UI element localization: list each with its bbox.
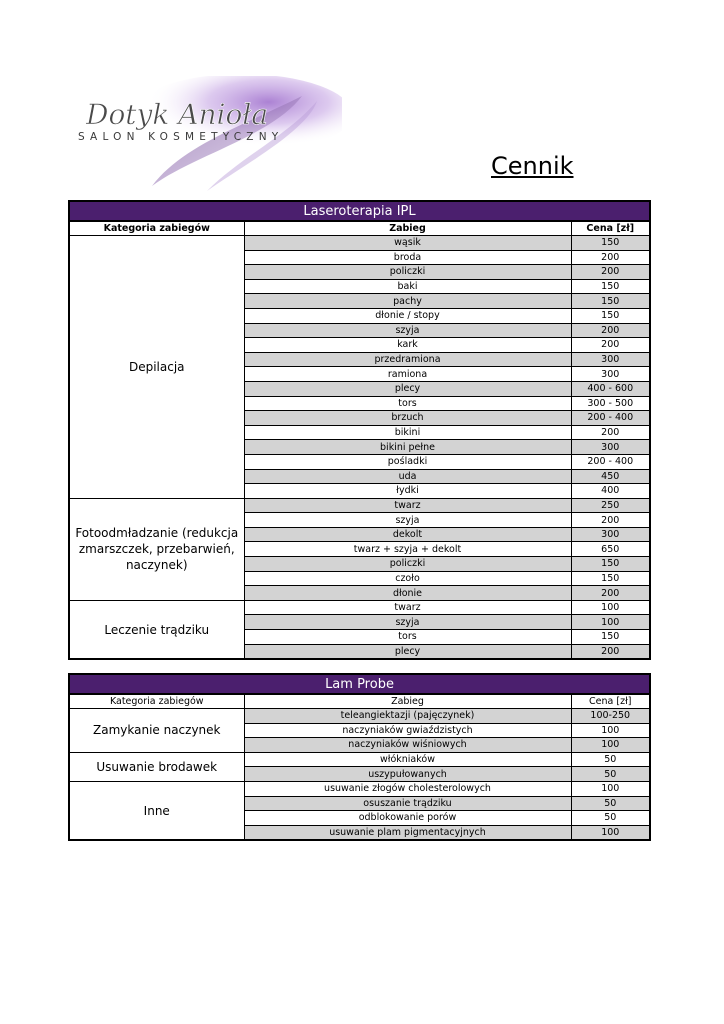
service-cell: tors [244, 396, 571, 411]
price-cell: 400 [571, 484, 650, 499]
category-cell: Zamykanie naczynek [69, 709, 244, 753]
column-header-row [69, 221, 650, 236]
service-cell: włókniaków [244, 752, 571, 767]
service-cell: broda [244, 250, 571, 265]
service-cell: usuwanie złogów cholesterolowych [244, 781, 571, 796]
service-cell: dłonie / stopy [244, 308, 571, 323]
service-cell: łydki [244, 484, 571, 499]
table-row [69, 600, 650, 615]
price-cell: 150 [571, 571, 650, 586]
table-row [69, 709, 650, 724]
price-cell: 100 [571, 781, 650, 796]
price-cell: 250 [571, 498, 650, 513]
price-cell: 150 [571, 308, 650, 323]
service-cell: dekolt [244, 527, 571, 542]
price-cell: 100-250 [571, 709, 650, 724]
price-cell: 100 [571, 738, 650, 753]
service-cell: szyja [244, 323, 571, 338]
service-cell: bikini pełne [244, 440, 571, 455]
service-cell: szyja [244, 513, 571, 528]
price-cell: 100 [571, 600, 650, 615]
service-cell: pośladki [244, 454, 571, 469]
column-header-price: Cena [zł] [571, 694, 650, 709]
service-cell: pachy [244, 294, 571, 309]
category-cell: Inne [69, 781, 244, 840]
service-cell: plecy [244, 381, 571, 396]
price-cell: 150 [571, 236, 650, 251]
price-cell: 200 [571, 265, 650, 280]
price-cell: 100 [571, 723, 650, 738]
price-cell: 100 [571, 825, 650, 840]
table-heading: Laseroterapia IPL [69, 201, 650, 221]
service-cell: ramiona [244, 367, 571, 382]
price-cell: 50 [571, 752, 650, 767]
service-cell: policzki [244, 265, 571, 280]
column-header-service: Zabieg [244, 221, 571, 236]
column-header-service: Zabieg [244, 694, 571, 709]
table-heading-row [69, 201, 650, 221]
category-cell: Leczenie trądziku [69, 600, 244, 659]
service-cell: przedramiona [244, 352, 571, 367]
price-cell: 300 [571, 527, 650, 542]
price-cell: 400 - 600 [571, 381, 650, 396]
service-cell: usuwanie plam pigmentacyjnych [244, 825, 571, 840]
service-cell: czoło [244, 571, 571, 586]
price-cell: 200 [571, 586, 650, 601]
service-cell: dłonie [244, 586, 571, 601]
price-table-body [69, 674, 650, 840]
logo-tagline: SALON KOSMETYCZNY [78, 131, 284, 143]
service-cell: policzki [244, 557, 571, 572]
price-cell: 200 - 400 [571, 454, 650, 469]
price-cell: 300 [571, 367, 650, 382]
service-cell: osuszanie trądziku [244, 796, 571, 811]
service-cell: kark [244, 338, 571, 353]
price-cell: 150 [571, 630, 650, 645]
salon-logo [72, 76, 342, 196]
price-cell: 100 [571, 615, 650, 630]
price-cell: 200 [571, 250, 650, 265]
service-cell: naczyniaków gwiaździstych [244, 723, 571, 738]
service-cell: twarz + szyja + dekolt [244, 542, 571, 557]
service-cell: brzuch [244, 411, 571, 426]
category-cell: Usuwanie brodawek [69, 752, 244, 781]
price-cell: 200 [571, 425, 650, 440]
price-cell: 300 [571, 440, 650, 455]
price-cell: 200 [571, 644, 650, 659]
service-cell: wąsik [244, 236, 571, 251]
price-cell: 650 [571, 542, 650, 557]
price-cell: 150 [571, 294, 650, 309]
category-cell: Fotoodmładzanie (redukcja zmarszczek, przebarwień, naczynek) [69, 498, 244, 600]
service-cell: odblokowanie porów [244, 811, 571, 826]
service-cell: naczyniaków wiśniowych [244, 738, 571, 753]
service-cell: uda [244, 469, 571, 484]
service-cell: twarz [244, 600, 571, 615]
table-row [69, 236, 650, 251]
price-table-ipl [68, 200, 651, 660]
price-cell: 200 [571, 323, 650, 338]
service-cell: teleangiektazji (pajęczynek) [244, 709, 571, 724]
price-cell: 150 [571, 279, 650, 294]
column-header-row [69, 694, 650, 709]
column-header-category: Kategoria zabiegów [69, 221, 244, 236]
price-cell: 50 [571, 796, 650, 811]
price-cell: 200 [571, 338, 650, 353]
category-cell: Depilacja [69, 236, 244, 499]
service-cell: baki [244, 279, 571, 294]
table-row [69, 498, 650, 513]
price-cell: 300 - 500 [571, 396, 650, 411]
price-cell: 50 [571, 811, 650, 826]
price-table-lam-probe [68, 673, 651, 841]
service-cell: szyja [244, 615, 571, 630]
column-header-price: Cena [zł] [571, 221, 650, 236]
service-cell: plecy [244, 644, 571, 659]
page-title: Cennik [491, 152, 574, 180]
table-row [69, 752, 650, 767]
service-cell: bikini [244, 425, 571, 440]
table-row [69, 781, 650, 796]
table-heading-row [69, 674, 650, 694]
service-cell: uszypułowanych [244, 767, 571, 782]
table-heading: Lam Probe [69, 674, 650, 694]
price-cell: 200 - 400 [571, 411, 650, 426]
service-cell: tors [244, 630, 571, 645]
price-cell: 50 [571, 767, 650, 782]
price-cell: 150 [571, 557, 650, 572]
service-cell: twarz [244, 498, 571, 513]
price-cell: 200 [571, 513, 650, 528]
column-header-category: Kategoria zabiegów [69, 694, 244, 709]
price-table-body [69, 201, 650, 659]
logo-brand-name: Dotyk Anioła [86, 98, 269, 131]
price-cell: 300 [571, 352, 650, 367]
price-cell: 450 [571, 469, 650, 484]
